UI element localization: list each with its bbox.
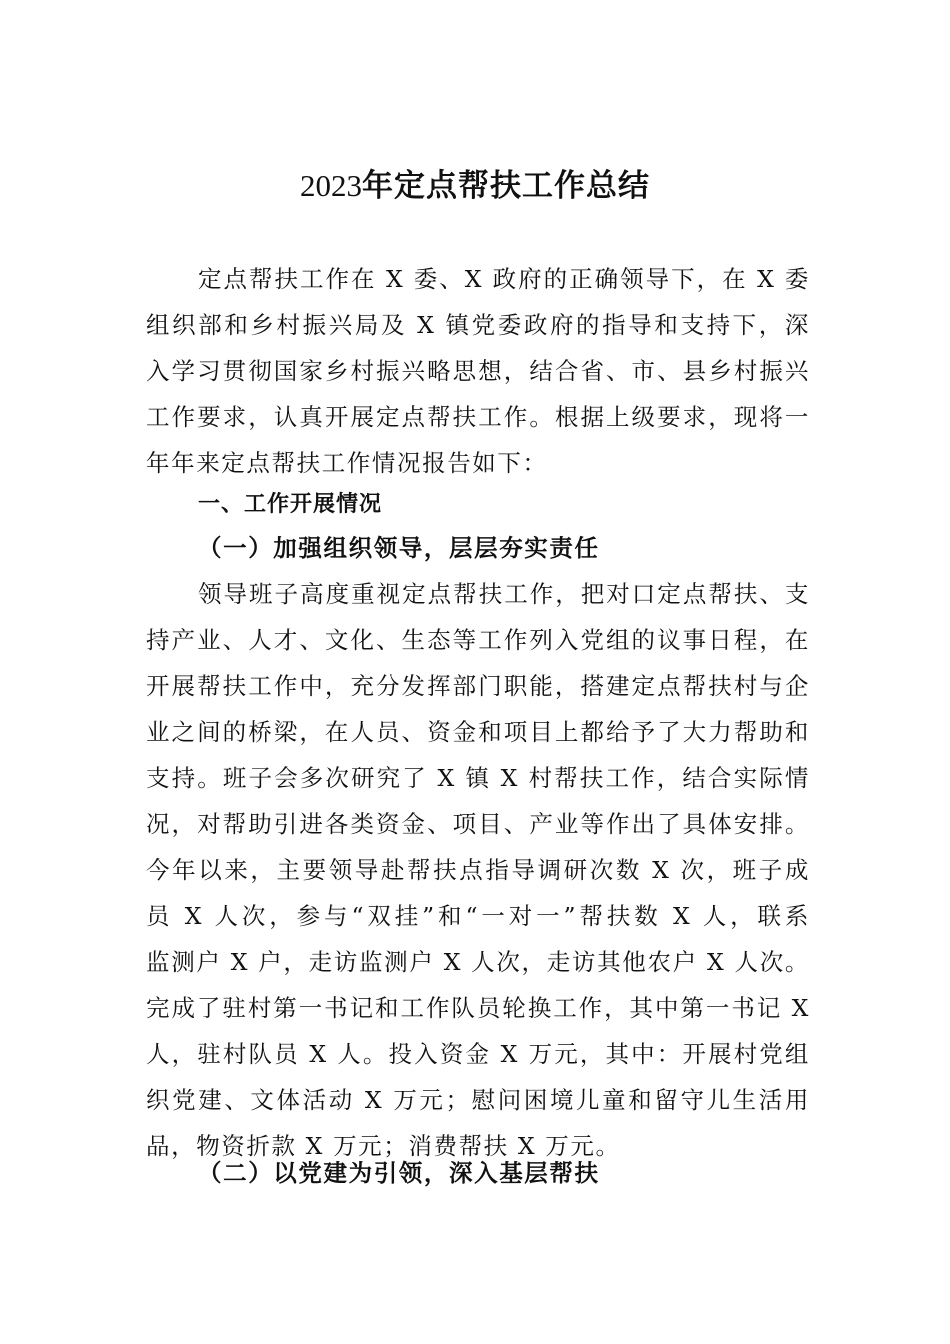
paragraph-line: 员 X 人次，参与“双挂”和“一对一”帮扶数 X 人，联系	[146, 902, 810, 930]
intro-line: 组织部和乡村振兴局及 X 镇党委政府的指导和支持下，深	[146, 311, 810, 339]
subsection-heading: （二）以党建为引领，深入基层帮扶	[198, 1159, 600, 1187]
title-year: 2023	[300, 168, 362, 203]
intro-line: 入学习贯彻国家乡村振兴略思想，结合省、市、县乡村振兴	[146, 357, 810, 385]
intro-line: 年年来定点帮扶工作情况报告如下：	[146, 449, 548, 477]
paragraph-line: 开展帮扶工作中，充分发挥部门职能，搭建定点帮扶村与企	[146, 672, 810, 700]
intro-paragraph	[146, 256, 810, 486]
paragraph-line: 况，对帮助引进各类资金、项目、产业等作出了具体安排。	[146, 810, 810, 838]
section-heading: 一、工作开展情况	[198, 492, 383, 517]
paragraph-line: 完成了驻村第一书记和工作队员轮换工作，其中第一书记 X	[146, 994, 810, 1022]
intro-line: 定点帮扶工作在 X 委、X 政府的正确领导下，在 X 委	[198, 265, 810, 293]
paragraph-line: 持产业、人才、文化、生态等工作列入党组的议事日程，在	[146, 626, 810, 654]
paragraph-line: 人，驻村队员 X 人。投入资金 X 万元，其中：开展村党组	[146, 1040, 810, 1068]
paragraph-line: 今年以来，主要领导赴帮扶点指导调研次数 X 次，班子成	[146, 856, 810, 884]
paragraph-line: 领导班子高度重视定点帮扶工作，把对口定点帮扶、支	[198, 580, 810, 608]
subsection-paragraph	[146, 571, 810, 1169]
paragraph-line: 业之间的桥梁，在人员、资金和项目上都给予了大力帮助和	[146, 718, 810, 746]
paragraph-line: 监测户 X 户，走访监测户 X 人次，走访其他农户 X 人次。	[146, 948, 810, 976]
paragraph-line: 织党建、文体活动 X 万元；慰问困境儿童和留守儿生活用	[146, 1086, 810, 1114]
paragraph-line: 品，物资折款 X 万元；消费帮扶 X 万元。	[146, 1132, 621, 1160]
title-text: 年定点帮扶工作总结	[362, 168, 650, 204]
document-title	[0, 166, 950, 206]
intro-line: 工作要求，认真开展定点帮扶工作。根据上级要求，现将一	[146, 403, 810, 431]
paragraph-line: 支持。班子会多次研究了 X 镇 X 村帮扶工作，结合实际情	[146, 764, 810, 792]
subsection-heading: （一）加强组织领导，层层夯实责任	[198, 534, 600, 562]
